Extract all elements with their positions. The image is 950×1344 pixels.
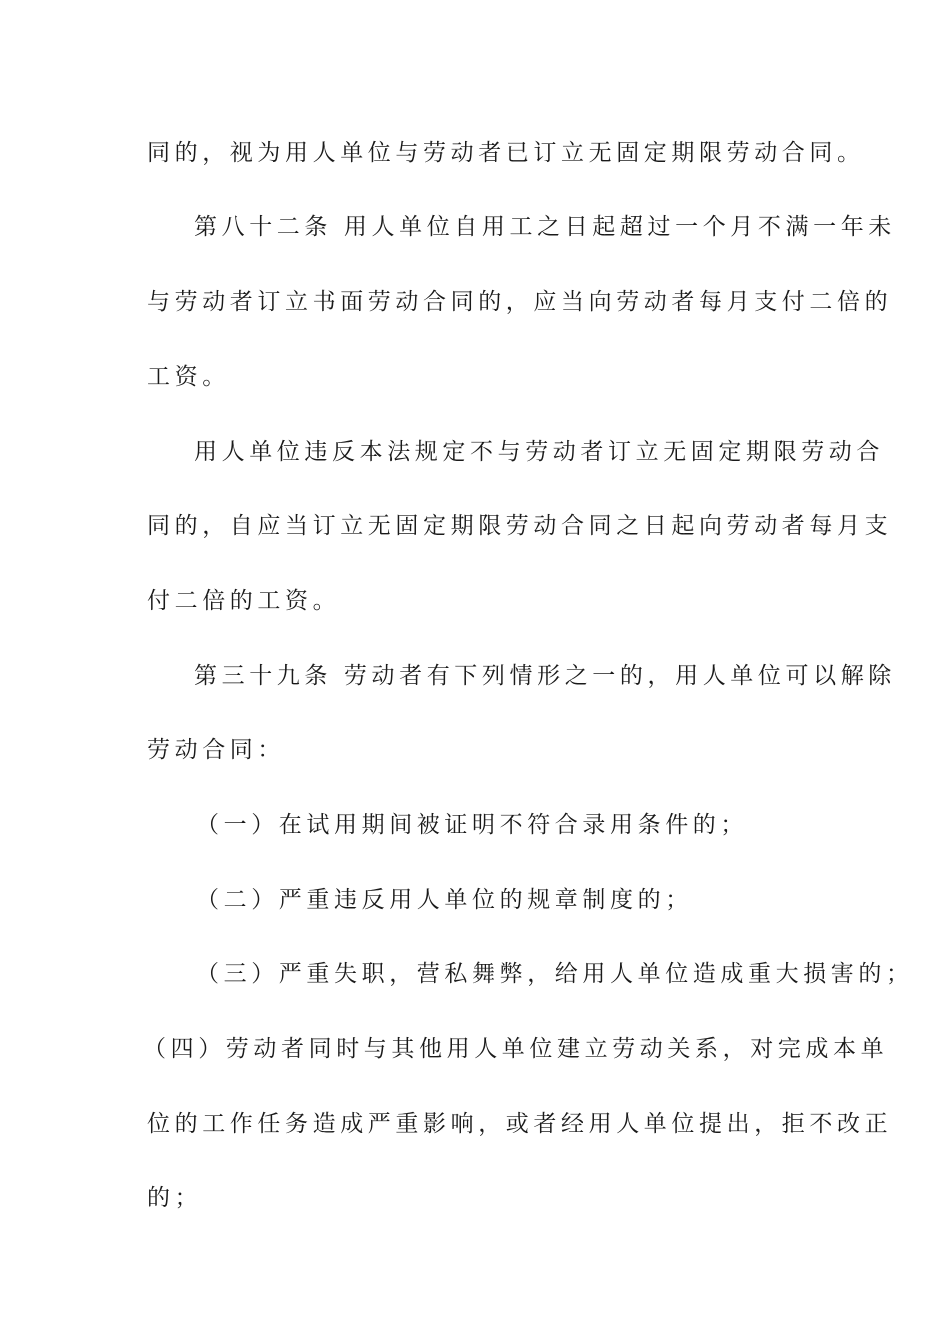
list-item-2: （二）严重违反用人单位的规章制度的； [196, 887, 693, 913]
text-line: 工资。 [147, 364, 230, 390]
paragraph-start-line: 用人单位违反本法规定不与劳动者订立无固定期限劳动合 [194, 439, 884, 465]
list-item-4: （四）劳动者同时与其他用人单位建立劳动关系，对完成本单 [143, 1036, 889, 1062]
text-line: 与劳动者订立书面劳动合同的，应当向劳动者每月支付二倍的 [147, 289, 893, 315]
list-item-1: （一）在试用期间被证明不符合录用条件的； [196, 812, 748, 838]
text-line: 付二倍的工资。 [147, 588, 341, 614]
list-item-3: （三）严重失职，营私舞弊，给用人单位造成重大损害的； [196, 961, 914, 987]
article-39-heading-line: 第三十九条 劳动者有下列情形之一的，用人单位可以解除 [194, 663, 896, 689]
text-line: 的； [147, 1185, 203, 1211]
text-line: 同的，视为用人单位与劳动者已订立无固定期限劳动合同。 [147, 140, 865, 166]
text-line: 位的工作任务造成严重影响，或者经用人单位提出，拒不改正 [147, 1111, 893, 1137]
article-82-heading-line: 第八十二条 用人单位自用工之日起超过一个月不满一年未 [194, 214, 896, 240]
text-line: 劳动合同： [147, 737, 285, 763]
text-line: 同的，自应当订立无固定期限劳动合同之日起向劳动者每月支 [147, 513, 893, 539]
